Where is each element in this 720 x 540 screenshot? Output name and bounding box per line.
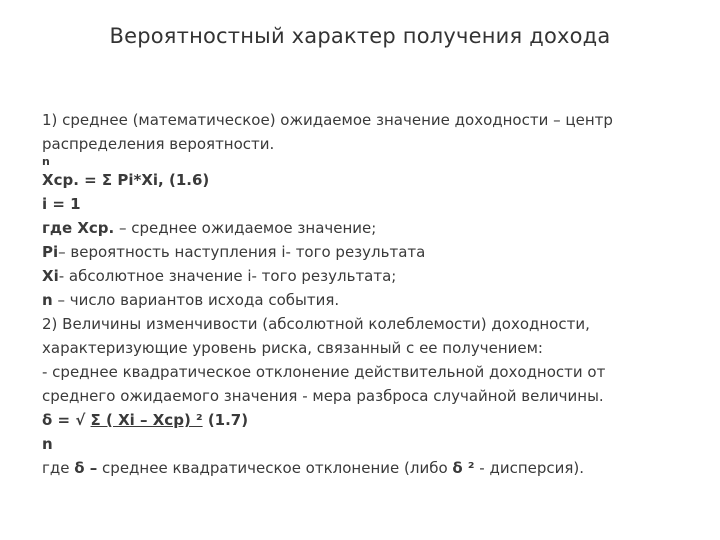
formula-std-dev <box>42 408 682 432</box>
definition: – число вариантов исхода события. <box>52 291 340 309</box>
term: δ – <box>74 459 98 477</box>
formula-numerator: Σ ( Xi – Xср) ² <box>90 411 203 429</box>
formula-mean: Xср. = Σ Pi*Xi, (1.6) <box>42 171 210 189</box>
slide-body <box>42 108 682 480</box>
text-part: где <box>42 459 75 477</box>
text-line: характеризующие уровень риска, связанный с ее получением: <box>42 339 543 357</box>
text-line: 1) среднее (математическое) ожидаемое значение доходности – центр <box>42 111 613 129</box>
text-part: среднее квадратическое отклонение (либо <box>97 459 453 477</box>
formula-upper-limit: n <box>42 155 50 168</box>
term: n <box>42 291 53 309</box>
definition-line <box>42 264 682 288</box>
text-part: - дисперсия). <box>474 459 585 477</box>
definition-line <box>42 288 682 312</box>
definition: – среднее ожидаемое значение; <box>114 219 377 237</box>
term: Xi <box>42 267 59 285</box>
formula-part: δ = √ <box>42 411 91 429</box>
text-line: среднего ожидаемого значения - мера разброса случайной величины. <box>42 387 604 405</box>
text-line: 2) Величины изменчивости (абсолютной колеблемости) доходности, <box>42 315 590 333</box>
text-line: - среднее квадратическое отклонение действительной доходности от <box>42 363 606 381</box>
slide-title: Вероятностный характер получения дохода <box>109 24 611 48</box>
term: Pi <box>42 243 59 261</box>
text-line: распределения вероятности. <box>42 135 275 153</box>
formula-denominator: n <box>42 435 53 453</box>
definition-line <box>42 216 682 240</box>
formula-lower-limit: i = 1 <box>42 195 81 213</box>
formula-number: (1.7) <box>202 411 249 429</box>
definition-line <box>42 240 682 264</box>
definition: – вероятность наступления i- того результата <box>58 243 426 261</box>
definition: - абсолютное значение i- того результата; <box>58 267 397 285</box>
definition-line <box>42 456 682 480</box>
term: δ ² <box>452 459 475 477</box>
term: где Xср. <box>42 219 115 237</box>
